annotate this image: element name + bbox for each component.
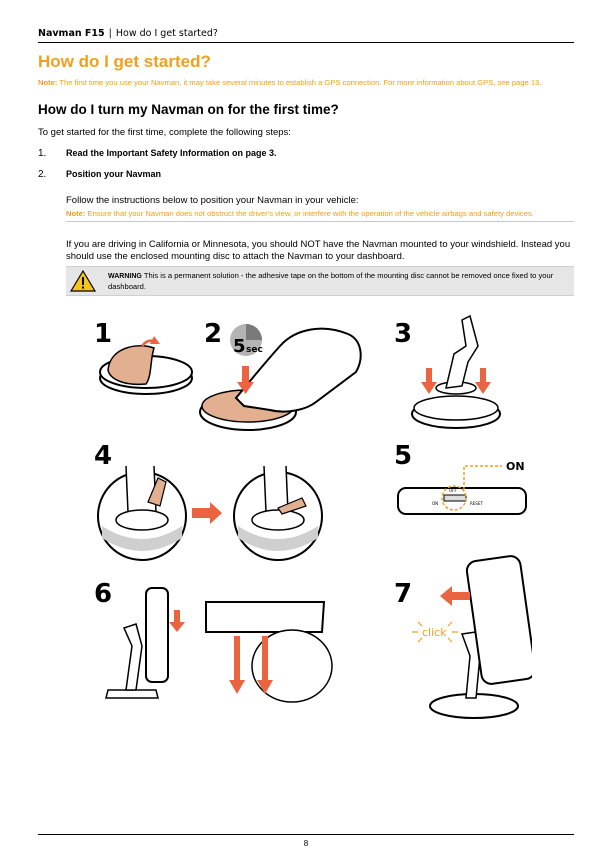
warning-text: This is a permanent solution - the adhesive tape on the bottom of the mounting disc cannot be removed once fixed to your dashboard. [108, 271, 554, 291]
follow-text: Follow the instructions below to position your Navman in your vehicle: [66, 195, 359, 206]
warning-box [66, 266, 574, 296]
header-product: Navman F15 [38, 28, 105, 39]
safety-note-label: Note: [66, 209, 86, 218]
safety-note-text: Ensure that your Navman does not obstruct the driver's view, or interfere with the operation of the vehicle airbags and safety devices. [85, 209, 534, 218]
click-label: click [422, 626, 447, 639]
switch-label-off: OFF [449, 488, 457, 493]
switch-label-reset: RESET [470, 501, 483, 506]
illus-step-3: 3 [394, 319, 413, 349]
illus-step-5: 5 [394, 441, 413, 471]
step-1-text: Read the Important Safety Information on page 3. [66, 148, 277, 158]
section-heading: How do I turn my Navman on for the first time? [38, 102, 339, 117]
illus-step-1: 1 [94, 319, 113, 349]
illus-step-2: 2 [204, 319, 223, 349]
header-separator: | [108, 28, 112, 39]
timer-unit: sec [246, 345, 263, 355]
step-2-text: Position your Navman [66, 169, 162, 179]
panel-2-press [200, 324, 361, 430]
footer-rule [38, 834, 574, 835]
mounting-illustration [66, 306, 532, 726]
page-title: How do I get started? [38, 52, 211, 71]
page-number: 8 [303, 839, 309, 848]
warning-label: WARNING [108, 273, 142, 280]
panel-7-click [412, 555, 532, 718]
step-1-number: 1. [38, 148, 47, 159]
gps-note-text: The first time you use your Navman, it may take several minutes to establish a GPS connection. For more information about GPS, see page 13. [57, 78, 542, 87]
switch-label-on: ON [432, 501, 439, 506]
header-rule [38, 42, 574, 43]
step-2 [38, 169, 161, 180]
header-section: How do I get started? [115, 28, 218, 39]
panel-3-mount [412, 316, 500, 428]
california-paragraph: If you are driving in California or Minnesota, you should NOT have the Navman mounted to your windshield. Instead you should use the enclosed mounting disc to attach the Navman to your dashboard. [66, 239, 571, 262]
illus-step-6: 6 [94, 579, 113, 609]
panel-4-lever [98, 466, 322, 560]
panel-5-switch [398, 460, 526, 514]
intro-text: To get started for the first time, complete the following steps: [38, 127, 291, 138]
safety-note [66, 209, 574, 222]
illus-step-7: 7 [394, 579, 413, 609]
warning-icon [70, 269, 96, 293]
gps-note [38, 78, 574, 88]
gps-note-label: Note: [38, 78, 58, 87]
switch-on-label: ON [506, 460, 525, 473]
step-1 [38, 148, 277, 159]
warning-text-block [108, 271, 568, 292]
step-2-number: 2. [38, 169, 47, 180]
timer-value: 5 [233, 336, 246, 357]
page-header [38, 28, 574, 39]
panel-1-disc [100, 336, 192, 394]
panel-6-attach [106, 588, 332, 702]
illus-step-4: 4 [94, 441, 113, 471]
